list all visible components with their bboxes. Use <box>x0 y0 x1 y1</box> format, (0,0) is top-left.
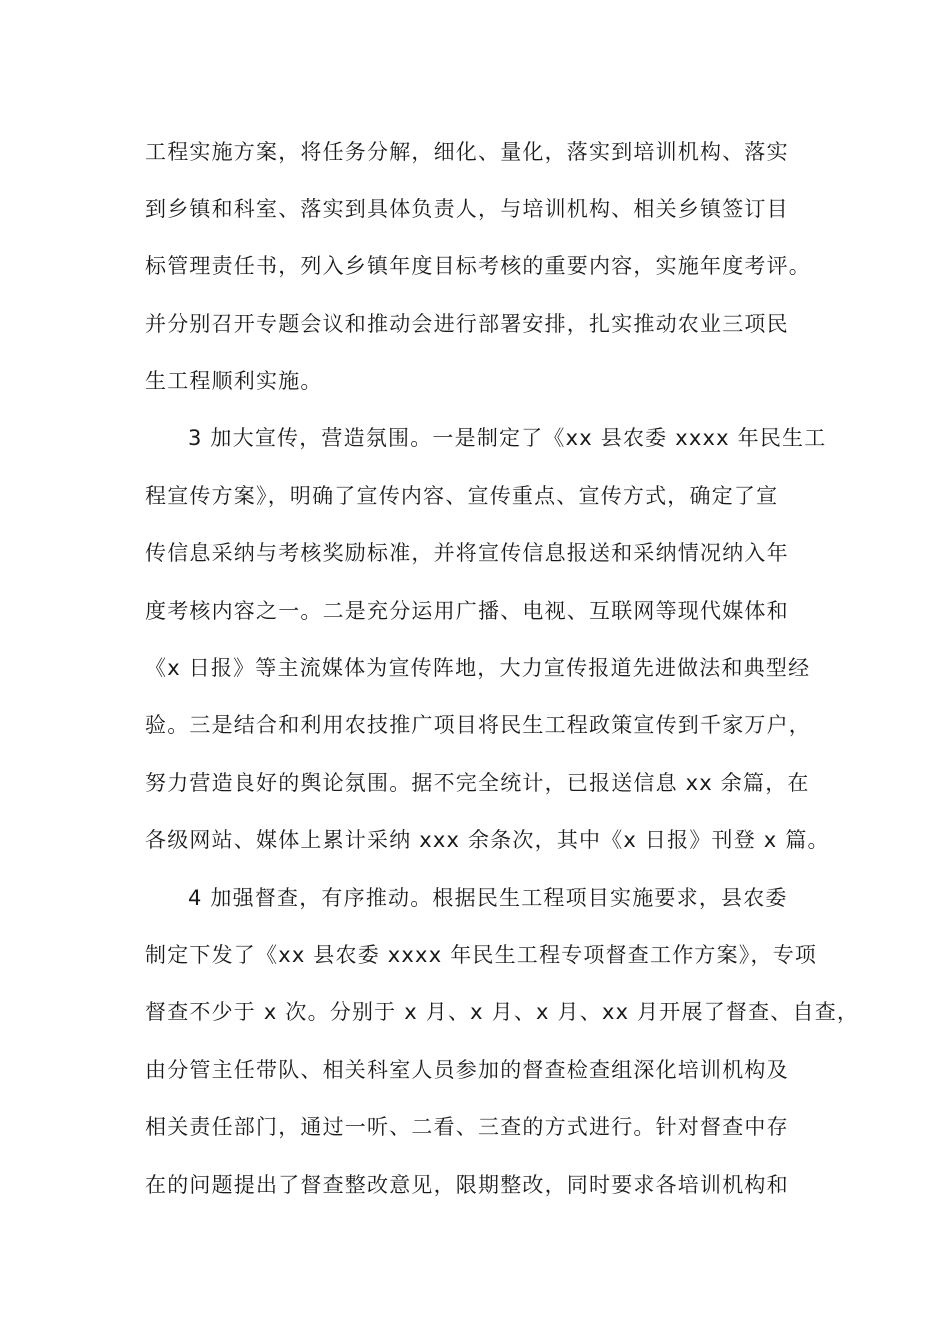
text-line: 制定下发了《xx 县农委 xxxx 年民生工程专项督查工作方案》，专项 <box>145 943 818 967</box>
text-line: 努力营造良好的舆论氛围。据不完全统计，已报送信息 xx 余篇，在 <box>145 771 810 795</box>
text-line: 各级网站、媒体上累计采纳 xxx 余条次，其中《x 日报》刊登 x 篇。 <box>145 828 830 852</box>
text-line: 相关责任部门，通过一听、二看、三查的方式进行。针对督查中存 <box>145 1115 789 1139</box>
text-line: 传信息采纳与考核奖励标准，并将宣传信息报送和采纳情况纳入年 <box>145 541 789 565</box>
text-line: 标管理责任书，列入乡镇年度目标考核的重要内容，实施年度考评。 <box>145 254 811 278</box>
text-line: 程宣传方案》，明确了宣传内容、宣传重点、宣传方式，确定了宣 <box>145 484 779 508</box>
paragraph-3-first-line: 3 加大宣传，营造氛围。一是制定了《xx 县农委 xxxx 年民生工 <box>188 426 827 450</box>
text-line: 工程实施方案，将任务分解，细化、量化，落实到培训机构、落实 <box>145 140 789 164</box>
text-line: 验。三是结合和利用农技推广项目将民生工程政策宣传到千家万户， <box>145 713 811 737</box>
text-line: 生工程顺利实施。 <box>145 369 323 393</box>
text-line: 到乡镇和科室、落实到具体负责人，与培训机构、相关乡镇签订目 <box>145 197 789 221</box>
paragraph-4-first-line: 4 加强督查，有序推动。根据民生工程项目实施要求，县农委 <box>188 886 788 910</box>
text-line: 《x 日报》等主流媒体为宣传阵地，大力宣传报道先进做法和典型经 <box>145 656 811 680</box>
text-line: 度考核内容之一。二是充分运用广播、电视、互联网等现代媒体和 <box>145 599 789 623</box>
text-line: 在的问题提出了督查整改意见，限期整改，同时要求各培训机构和 <box>145 1173 789 1197</box>
text-line: 督查不少于 x 次。分别于 x 月、x 月、x 月、xx 月开展了督查、自查， <box>145 1000 860 1024</box>
text-line: 并分别召开专题会议和推动会进行部署安排，扎实推动农业三项民 <box>145 312 789 336</box>
text-line: 由分管主任带队、相关科室人员参加的督查检查组深化培训机构及 <box>145 1058 789 1082</box>
